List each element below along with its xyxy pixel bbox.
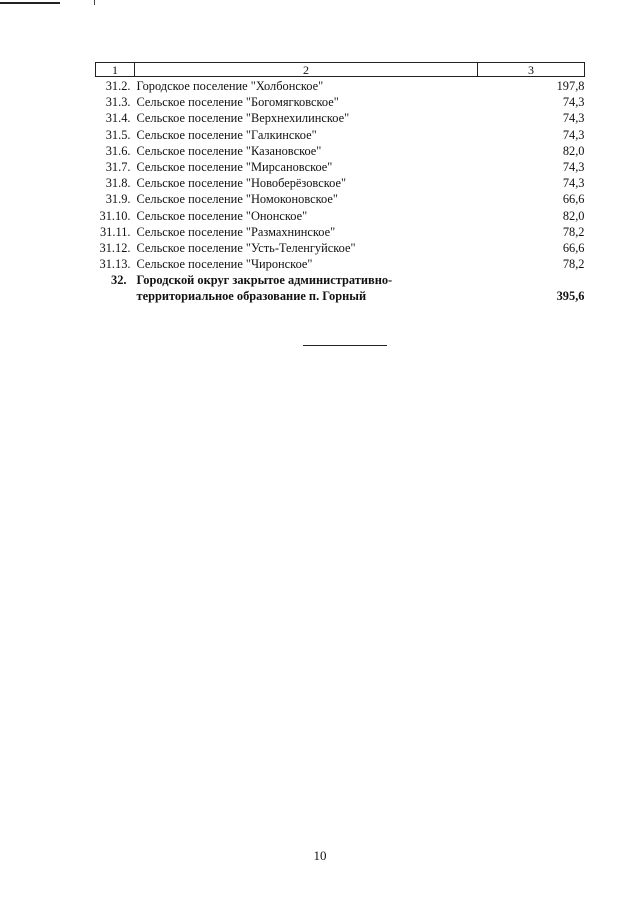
row-name: Сельское поселение "Казановское": [136, 143, 322, 158]
total-row: [96, 272, 585, 304]
row-value: 66,6: [562, 241, 585, 256]
row-value: 78,2: [562, 224, 585, 239]
table-row: [96, 77, 585, 95]
row-name: Сельское поселение "Ононское": [136, 208, 308, 223]
page-number: 10: [313, 848, 327, 863]
row-name: Сельское поселение "Чиронское": [136, 257, 313, 272]
header-col-3: 3: [478, 63, 585, 77]
row-number: 31.10.: [99, 208, 131, 223]
row-value: 82,0: [562, 208, 585, 223]
corner-tick: [94, 0, 95, 5]
table-row: [96, 191, 585, 207]
allocation-table: [95, 62, 585, 304]
end-rule: [303, 345, 387, 346]
table-row: [96, 175, 585, 191]
table-row: [96, 94, 585, 110]
row-number: 31.13.: [99, 257, 131, 272]
row-value: 66,6: [562, 192, 585, 207]
row-number: 31.3.: [105, 95, 131, 110]
row-number: 31.5.: [105, 127, 131, 142]
table-row: [96, 110, 585, 126]
corner-mark: [0, 0, 96, 6]
corner-bar: [0, 2, 60, 4]
total-number: 32.: [111, 273, 127, 288]
row-name: Сельское поселение "Новоберёзовское": [136, 176, 346, 191]
row-value: 74,3: [562, 111, 585, 126]
total-value: 395,6: [556, 289, 585, 304]
row-number: 31.8.: [105, 176, 131, 191]
row-value: 74,3: [562, 160, 585, 175]
table-row: [96, 208, 585, 224]
row-name: Сельское поселение "Номоконовское": [136, 192, 338, 207]
row-name: Сельское поселение "Верхнехилинское": [136, 111, 350, 126]
row-name: Городское поселение "Холбонское": [136, 79, 324, 93]
row-value: 82,0: [562, 143, 585, 158]
row-value: 74,3: [562, 176, 585, 191]
row-number: 31.11.: [99, 224, 131, 239]
row-number: 31.6.: [105, 143, 131, 158]
row-name: Сельское поселение "Размахнинское": [136, 224, 336, 239]
row-name: Сельское поселение "Усть-Теленгуйское": [136, 241, 356, 256]
table-row: [96, 240, 585, 256]
row-number: 31.7.: [105, 160, 131, 175]
table-row: [96, 159, 585, 175]
row-number: 31.12.: [99, 241, 131, 256]
row-name: Сельское поселение "Галкинское": [136, 127, 317, 142]
total-name-line-1: Городской округ закрытое административно-: [136, 273, 393, 288]
row-name: Сельское поселение "Богомягковское": [136, 95, 339, 110]
table-row: [96, 224, 585, 240]
header-row: [96, 63, 585, 77]
row-value: 74,3: [562, 95, 585, 110]
row-name: Сельское поселение "Мирсановское": [136, 160, 333, 175]
total-name-line-2: территориальное образование п. Горный: [136, 289, 367, 304]
row-value: 78,2: [562, 257, 585, 272]
header-col-1: 1: [96, 63, 135, 77]
row-number: 31.9.: [105, 192, 131, 207]
row-value: 197,8: [556, 79, 585, 93]
total-name: [135, 272, 478, 304]
table-row: [96, 127, 585, 143]
row-number: 31.2.: [105, 79, 131, 93]
header-col-2: 2: [135, 63, 478, 77]
table-row: [96, 143, 585, 159]
row-value: 74,3: [562, 127, 585, 142]
row-number: 31.4.: [105, 111, 131, 126]
table-row: [96, 256, 585, 272]
